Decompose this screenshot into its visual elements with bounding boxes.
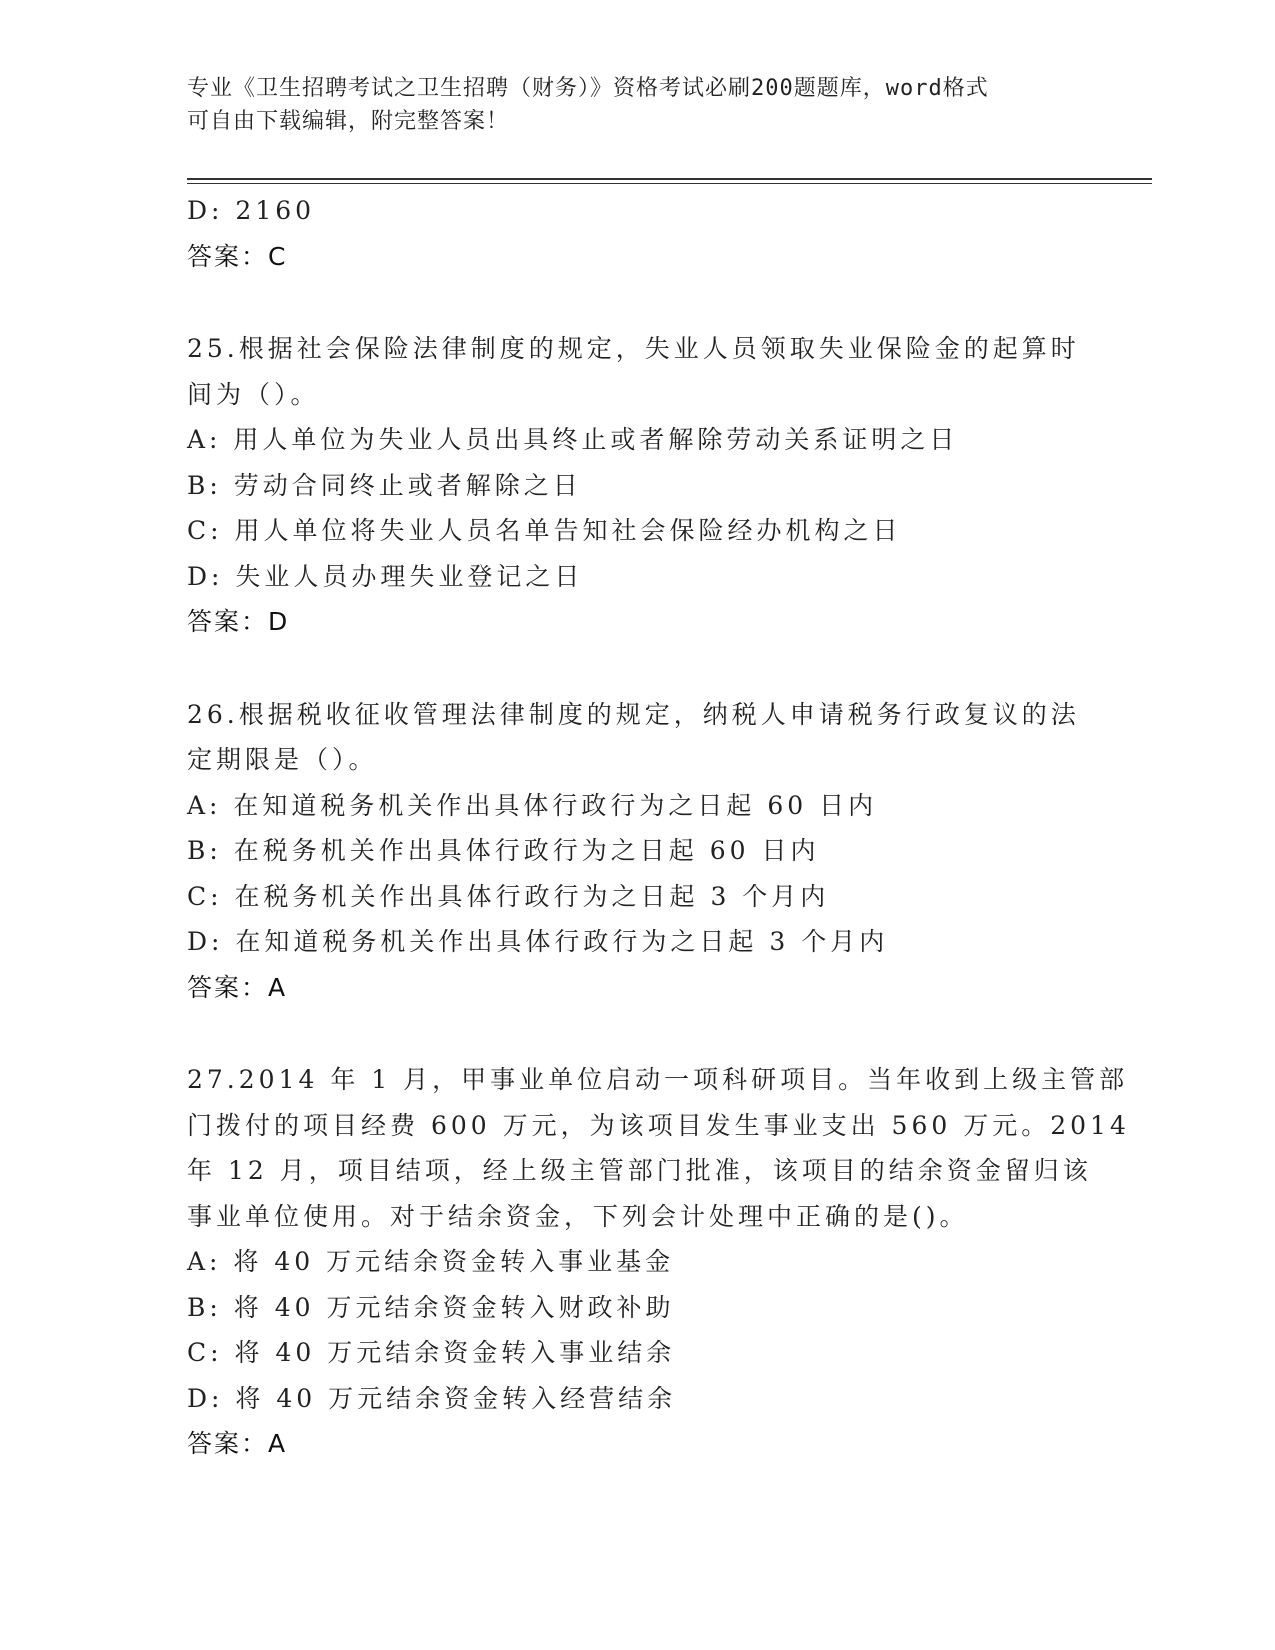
answer-label: 答案：A [187,972,288,1002]
header-divider-thin [187,183,1152,184]
question-26 [187,692,1087,1011]
prev-answer: 答案：C [187,241,288,271]
question-25 [187,326,1087,645]
option-b: B: 在税务机关作出具体行政行为之日起 60 日内 [187,836,820,865]
header-divider-thick [187,178,1152,180]
spacer [187,645,1087,692]
option-a: A: 用人单位为失业人员出具终止或者解除劳动关系证明之日 [187,425,959,454]
spacer [187,279,1087,326]
option-b: B: 将 40 万元结余资金转入财政补助 [187,1292,675,1322]
answer-label: 答案：A [187,1429,288,1458]
page-header [187,72,1067,138]
question-stem: 间为（）。 [187,379,320,409]
header-line-2: 可自由下载编辑，附完整答案！ [187,109,510,134]
option-b: B: 劳动合同终止或者解除之日 [187,470,582,500]
question-stem: 年 12 月，项目结项，经上级主管部门批准，该项目的结余资金留归该 [187,1156,1092,1185]
option-d: D: 在知道税务机关作出具体行政行为之日起 3 个月内 [187,927,889,956]
option-c: C: 在税务机关作出具体行政行为之日起 3 个月内 [187,881,830,911]
question-content [187,188,1130,1467]
answer-label: 答案：D [187,607,290,636]
option-a: A: 将 40 万元结余资金转入事业基金 [187,1247,675,1276]
spacer [187,1010,1087,1057]
option-d: D: 将 40 万元结余资金转入经营结余 [187,1383,677,1413]
question-27 [187,1057,1130,1467]
question-stem: 26.根据税收征收管理法律制度的规定，纳税人申请税务行政复议的法 [187,699,1080,729]
question-stem: 定期限是（）。 [187,745,378,774]
option-a: A: 在知道税务机关作出具体行政行为之日起 60 日内 [187,790,878,820]
question-stem: 事业单位使用。对于结余资金，下列会计处理中正确的是()。 [187,1201,969,1231]
question-stem: 27.2014 年 1 月，甲事业单位启动一项科研项目。当年收到上级主管部 [187,1065,1129,1094]
question-stem: 门拨付的项目经费 600 万元，为该项目发生事业支出 560 万元。2014 [187,1110,1130,1140]
header-line-1: 专业《卫生招聘考试之卫生招聘（财务）》资格考试必刷200题题库，word格式 [187,76,989,101]
option-c: C: 用人单位将失业人员名单告知社会保险经办机构之日 [187,516,902,545]
prev-option-d: D: 2160 [187,196,316,225]
question-stem: 25.根据社会保险法律制度的规定，失业人员领取失业保险金的起算时 [187,334,1080,363]
option-c: C: 将 40 万元结余资金转入事业结余 [187,1338,676,1367]
option-d: D: 失业人员办理失业登记之日 [187,561,584,591]
